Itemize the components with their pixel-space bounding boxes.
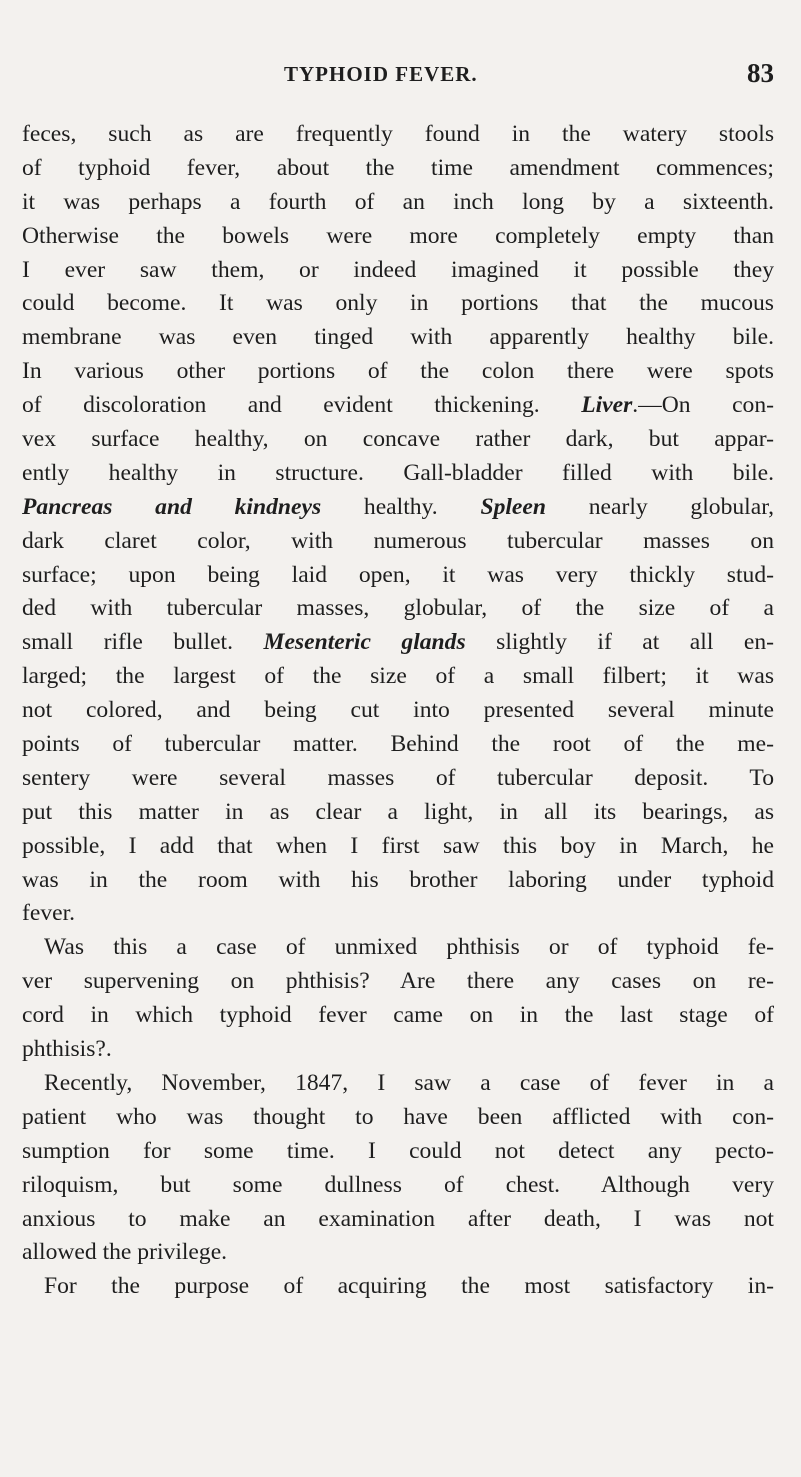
text-line <box>22 1135 774 1169</box>
italic-term: Mesenteric glands <box>263 629 466 656</box>
text-segment: Was this a case of unmixed phthisis or of typhoid fe- <box>44 934 774 961</box>
text-segment: could become. It was only in portions that the mucous <box>22 290 774 317</box>
text-segment: of discoloration and evident thickening. <box>22 392 582 419</box>
text-segment: cord in which typhoid fever came on in the last stage of <box>22 1002 774 1029</box>
text-segment: riloquism, but some dullness of chest. Although very <box>22 1171 774 1198</box>
text-segment: surface; upon being laid open, it was very thickly stud- <box>22 561 774 588</box>
text-segment: slightly if at all en- <box>465 629 774 656</box>
running-title: TYPHOID FEVER. <box>284 62 478 86</box>
text-line <box>22 220 774 254</box>
text-segment: Otherwise the bowels were more completely empty than <box>22 222 774 249</box>
text-line <box>22 1270 774 1304</box>
text-segment: anxious to make an examination after death, I was not <box>22 1205 774 1232</box>
text-line <box>22 897 774 931</box>
text-line <box>22 559 774 593</box>
text-line <box>22 864 774 898</box>
text-segment: it was perhaps a fourth of an inch long by a sixteenth. <box>22 188 774 215</box>
text-segment: In various other portions of the colon there were spots <box>22 358 774 385</box>
text-segment: For the purpose of acquiring the most satisfactory in- <box>44 1273 774 1300</box>
text-line <box>22 355 774 389</box>
text-segment: of typhoid fever, about the time amendment commences; <box>22 154 774 181</box>
text-line <box>22 1101 774 1135</box>
running-head <box>256 60 801 90</box>
text-line <box>22 728 774 762</box>
text-line <box>22 321 774 355</box>
text-segment: allowed the privilege. <box>22 1239 228 1266</box>
text-line <box>22 660 774 694</box>
text-line <box>22 1067 774 1101</box>
text-segment: was in the room with his brother laboring under typhoid <box>22 866 774 893</box>
text-line <box>22 1169 774 1203</box>
text-segment: Recently, November, 1847, I saw a case of fever in a <box>44 1069 774 1096</box>
text-line <box>22 525 774 559</box>
text-line <box>22 389 774 423</box>
text-line <box>22 287 774 321</box>
text-segment: possible, I add that when I first saw this boy in March, he <box>22 832 774 859</box>
text-line <box>22 152 774 186</box>
text-segment: ded with tubercular masses, globular, of the size of a <box>22 595 774 622</box>
text-segment: I ever saw them, or indeed imagined it possible they <box>22 256 774 283</box>
text-segment: points of tubercular matter. Behind the root of the me- <box>22 731 774 758</box>
body-text <box>22 118 774 1304</box>
text-segment: nearly globular, <box>546 493 775 520</box>
text-segment: sumption for some time. I could not detect any pecto- <box>22 1137 774 1164</box>
italic-term: Liver <box>581 392 633 419</box>
text-segment: feces, such as are frequently found in the watery stools <box>22 121 774 147</box>
text-line <box>22 626 774 660</box>
italic-term: Pancreas and kindneys <box>22 493 322 520</box>
text-segment: healthy. <box>321 493 481 520</box>
text-line <box>22 694 774 728</box>
page-number: 83 <box>747 58 774 88</box>
text-line <box>22 1236 774 1270</box>
italic-term: Spleen <box>480 493 546 520</box>
text-line <box>22 931 774 965</box>
text-line <box>22 1203 774 1237</box>
text-line <box>22 796 774 830</box>
text-line <box>22 118 774 152</box>
text-segment: ver supervening on phthisis? Are there any cases on re- <box>22 968 774 995</box>
text-line <box>22 457 774 491</box>
text-line <box>22 423 774 457</box>
text-segment: sentery were several masses of tubercular deposit. To <box>22 764 774 791</box>
text-segment: fever. <box>22 900 76 927</box>
text-segment: not colored, and being cut into presented several minute <box>22 697 774 724</box>
text-segment: vex surface healthy, on concave rather dark, but appar- <box>22 426 774 453</box>
text-segment: dark claret color, with numerous tubercular masses on <box>22 527 774 554</box>
text-segment: small rifle bullet. <box>22 629 264 656</box>
text-line <box>22 254 774 288</box>
text-line <box>22 830 774 864</box>
text-segment: put this matter in as clear a light, in all its bearings, as <box>22 798 774 825</box>
text-line <box>22 1033 774 1067</box>
text-line <box>22 592 774 626</box>
text-segment: larged; the largest of the size of a small filbert; it was <box>22 663 774 690</box>
text-line <box>22 762 774 796</box>
text-line <box>22 186 774 220</box>
text-segment: .—On con- <box>632 392 774 419</box>
text-segment: phthisis?. <box>22 1036 112 1063</box>
text-line <box>22 999 774 1033</box>
text-line <box>22 965 774 999</box>
text-segment: patient who was thought to have been afflicted with con- <box>22 1103 774 1130</box>
text-segment: ently healthy in structure. Gall-bladder filled with bile. <box>22 459 774 486</box>
text-segment: membrane was even tinged with apparently healthy bile. <box>22 324 774 351</box>
text-line <box>22 491 774 525</box>
